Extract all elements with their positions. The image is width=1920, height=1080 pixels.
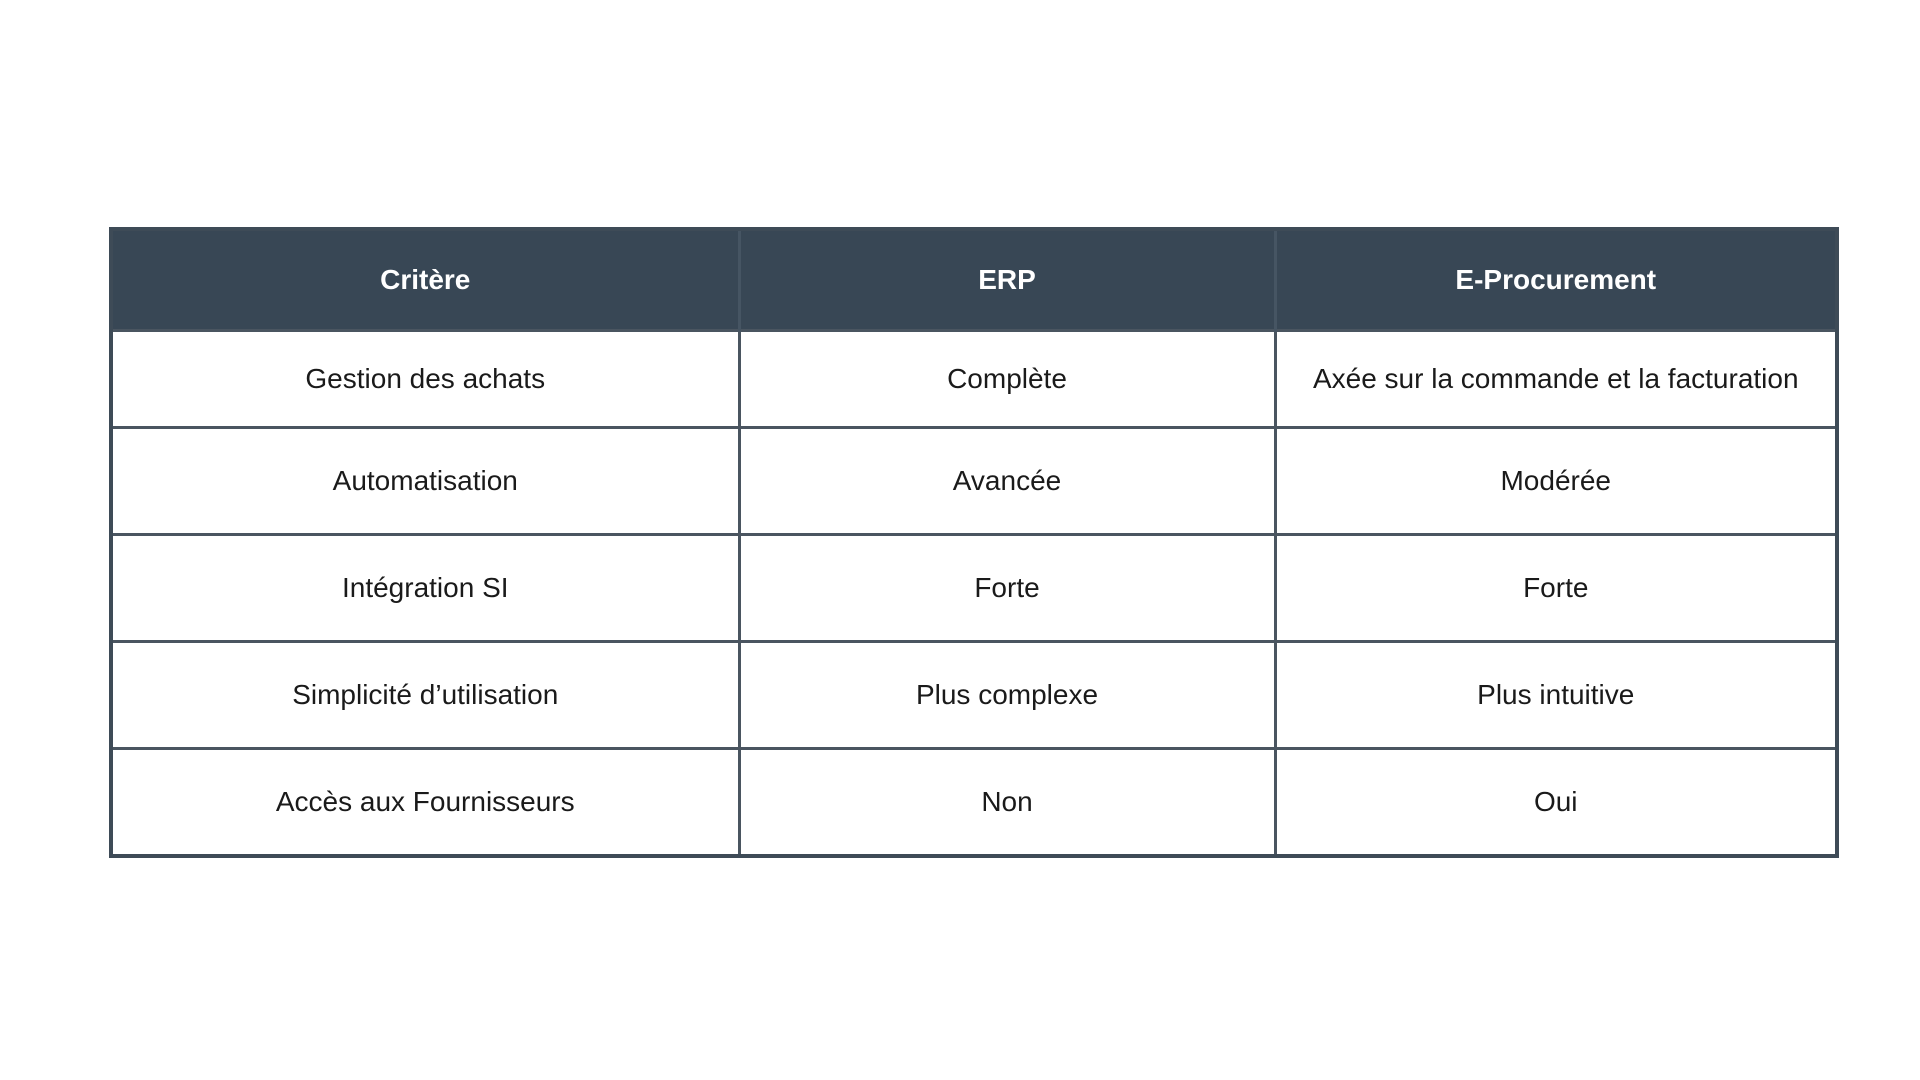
header-e-procurement: E-Procurement <box>1275 229 1837 331</box>
cell-criterion: Automatisation <box>111 428 739 535</box>
header-criterion: Critère <box>111 229 739 331</box>
comparison-table-container <box>109 227 1835 858</box>
cell-e-procurement: Forte <box>1275 535 1837 642</box>
table-row <box>111 749 1837 857</box>
header-erp: ERP <box>739 229 1275 331</box>
table-row <box>111 535 1837 642</box>
table-row <box>111 331 1837 428</box>
cell-criterion: Accès aux Fournisseurs <box>111 749 739 857</box>
table-row <box>111 642 1837 749</box>
cell-e-procurement: Axée sur la commande et la facturation <box>1275 331 1837 428</box>
table-header-row <box>111 229 1837 331</box>
cell-erp: Complète <box>739 331 1275 428</box>
cell-erp: Plus complexe <box>739 642 1275 749</box>
cell-erp: Non <box>739 749 1275 857</box>
cell-criterion: Gestion des achats <box>111 331 739 428</box>
cell-erp: Avancée <box>739 428 1275 535</box>
cell-criterion: Simplicité d’utilisation <box>111 642 739 749</box>
cell-e-procurement: Oui <box>1275 749 1837 857</box>
table-row <box>111 428 1837 535</box>
cell-criterion: Intégration SI <box>111 535 739 642</box>
cell-e-procurement: Plus intuitive <box>1275 642 1837 749</box>
cell-e-procurement: Modérée <box>1275 428 1837 535</box>
cell-erp: Forte <box>739 535 1275 642</box>
comparison-table <box>109 227 1839 858</box>
